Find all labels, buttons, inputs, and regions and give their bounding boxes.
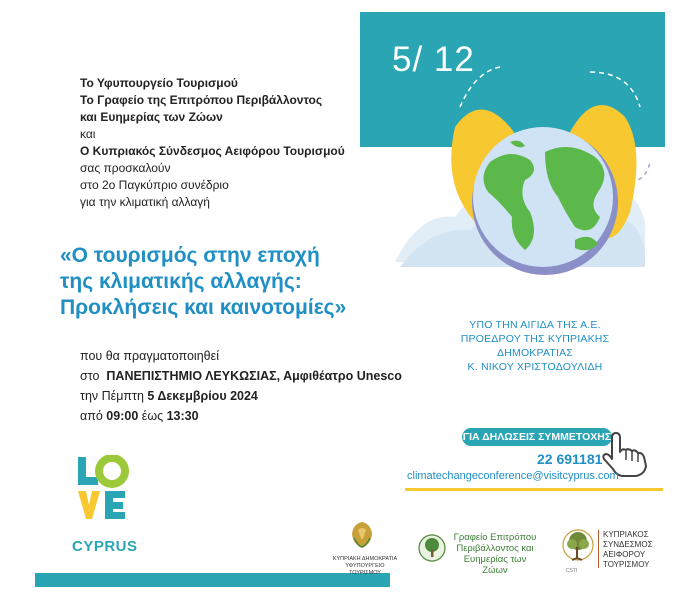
event-details xyxy=(80,346,402,426)
association-divider xyxy=(598,530,599,568)
deputy-ministry-label: ΚΥΠΡΙΑΚΗ ΔΗΜΟΚΡΑΤΙΑ ΥΦΥΠΟΥΡΓΕΙΟ ΤΟΥΡΙΣΜΟΥ xyxy=(332,556,398,576)
patronage-line: ΠΡΟΕΔΡΟΥ ΤΗΣ ΚΥΠΡΙΑΚΗΣ xyxy=(460,333,610,345)
patronage-text xyxy=(420,318,650,374)
love-cyprus-label: CYPRUS xyxy=(72,538,138,555)
contact-email[interactable]: climatechangeconference@visitcyprus.com xyxy=(407,470,619,482)
title-line: «Ο τουρισμός στην εποχή xyxy=(60,244,320,267)
details-date: την Πέμπτη 5 Δεκεμβρίου 2024 xyxy=(80,389,258,403)
conference-name: στο 2ο Παγκύπριο συνέδριο xyxy=(80,178,229,192)
title-line: Προκλήσεις και καινοτομίες» xyxy=(60,296,347,319)
patronage-line: ΥΠΟ ΤΗΝ ΑΙΓΙΔΑ ΤΗΣ Α.Ε. xyxy=(469,319,601,331)
association-label xyxy=(603,530,653,570)
invite-text: σας προσκαλούν xyxy=(80,161,171,175)
divider-line xyxy=(405,488,663,491)
association-line: ΚΥΠΡΙΑΚΟΣ xyxy=(603,530,649,539)
invitation-block xyxy=(80,75,345,211)
title-line: της κλιματικής αλλαγής: xyxy=(60,270,302,293)
and-text: και xyxy=(80,127,96,141)
cyprus-emblem-icon xyxy=(349,520,375,550)
patronage-line: ΔΗΜΟΚΡΑΤΙΑΣ xyxy=(497,347,573,359)
details-venue: στο ΠΑΝΕΠΙΣΤΗΜΙΟ ΛΕΥΚΩΣΙΑΣ, Αμφιθέατρο Unesco xyxy=(80,369,402,383)
commissioner-line: Περιβάλλοντος και xyxy=(456,543,534,554)
tree-logo-icon xyxy=(418,534,446,562)
association-line: ΣΥΝΔΕΣΜΟΣ xyxy=(603,540,653,549)
love-cyprus-logo xyxy=(75,455,135,530)
host-association: Ο Κυπριακός Σύνδεσμος Αειφόρου Τουρισμού xyxy=(80,144,345,158)
conference-title xyxy=(60,243,390,321)
association-line: ΑΕΙΦΟΡΟΥ xyxy=(603,550,646,559)
phone-number[interactable]: 22 691181 xyxy=(537,451,603,467)
commissioner-label xyxy=(450,532,540,576)
patronage-line: Κ. ΝΙΚΟΥ ΧΡΙΣΤΟΔΟΥΛΙΔΗ xyxy=(467,361,603,373)
details-intro: που θα πραγματοποιηθεί xyxy=(80,349,219,363)
commissioner-line: Ευημερίας των Ζώων xyxy=(463,554,527,576)
registration-button[interactable]: ΓΙΑ ΔΗΛΩΣΕΙΣ ΣΥΜΜΕΤΟΧΗΣ xyxy=(462,428,612,446)
commissioner-line: Γραφείο Επιτρόπου xyxy=(453,532,537,543)
association-abbr: CSTI xyxy=(566,568,578,574)
host-deputy-ministry: Το Υφυπουργείο Τουρισμού xyxy=(80,76,238,90)
association-tree-icon xyxy=(560,528,596,568)
host-commissioner-line1: Το Γραφείο της Επιτρόπου Περιβάλλοντος xyxy=(80,93,323,107)
details-time: από 09:00 έως 13:30 xyxy=(80,409,199,423)
host-commissioner-line2: και Ευημερίας των Ζώων xyxy=(80,110,223,124)
association-line: ΤΟΥΡΙΣΜΟΥ xyxy=(603,560,650,569)
event-date-badge: 5/ 12 xyxy=(392,40,475,79)
conference-topic: για την κλιματική αλλαγή xyxy=(80,195,210,209)
